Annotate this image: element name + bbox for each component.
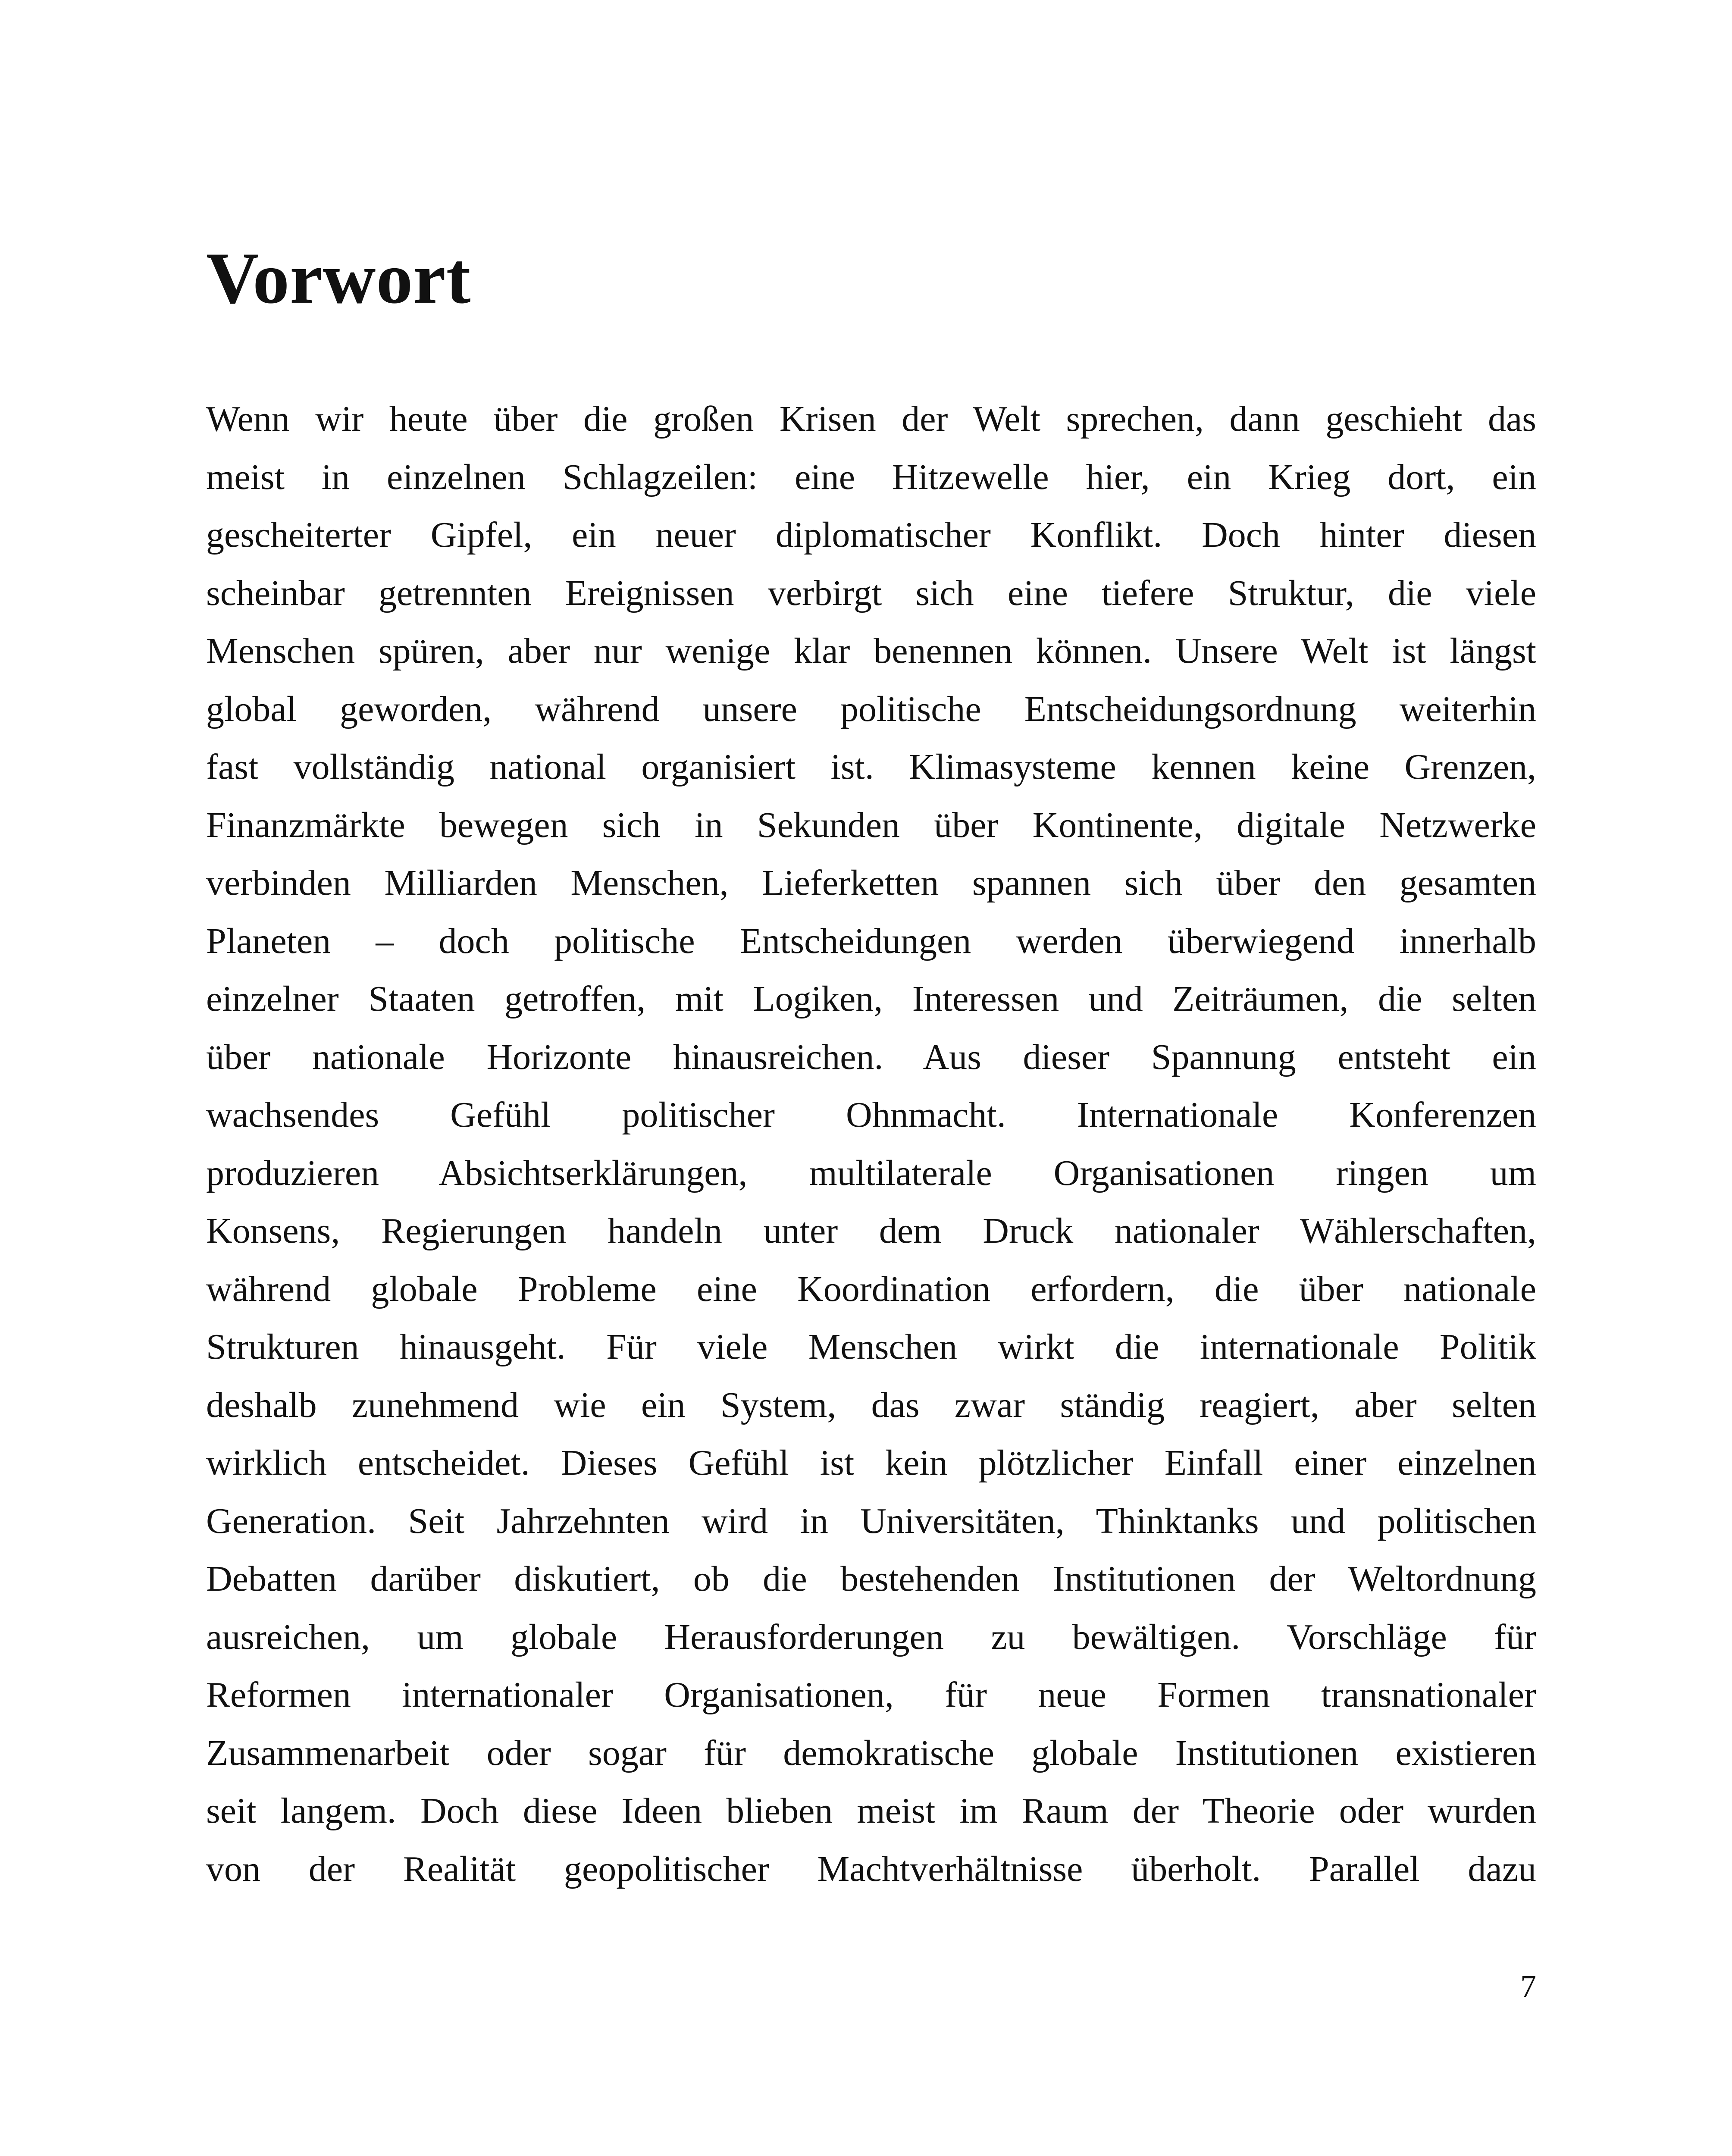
text-line: deshalb zunehmend wie ein System, das zwar ständig reagiert, aber selten xyxy=(206,1385,1536,1425)
text-line: verbinden Milliarden Menschen, Lieferketten spannen sich über den gesamten xyxy=(206,863,1536,903)
text-line: über nationale Horizonte hinausreichen. Aus dieser Spannung entsteht ein xyxy=(206,1037,1536,1077)
text-line: meist in einzelnen Schlagzeilen: eine Hitzewelle hier, ein Krieg dort, ein xyxy=(206,457,1536,497)
text-line: von der Realität geopolitischer Machtverhältnisse überholt. Parallel dazu xyxy=(206,1849,1536,1889)
body-paragraph xyxy=(206,390,1536,1898)
text-line: scheinbar getrennten Ereignissen verbirgt sich eine tiefere Struktur, die viele xyxy=(206,573,1536,613)
text-line: einzelner Staaten getroffen, mit Logiken, Interessen und Zeiträumen, die selten xyxy=(206,979,1536,1019)
text-line: Generation. Seit Jahrzehnten wird in Universitäten, Thinktanks und politischen xyxy=(206,1501,1536,1541)
text-line: Menschen spüren, aber nur wenige klar benennen können. Unsere Welt ist längst xyxy=(206,631,1536,671)
text-line: ausreichen, um globale Herausforderungen zu bewältigen. Vorschläge für xyxy=(206,1617,1536,1657)
text-line: wachsendes Gefühl politischer Ohnmacht. Internationale Konferenzen xyxy=(206,1095,1536,1135)
chapter-heading: Vorwort xyxy=(206,238,471,319)
text-line: global geworden, während unsere politische Entscheidungsordnung weiterhin xyxy=(206,689,1536,729)
page-number: 7 xyxy=(1520,1969,1536,2004)
text-line: Wenn wir heute über die großen Krisen der Welt sprechen, dann geschieht das xyxy=(206,399,1536,439)
text-line: gescheiterter Gipfel, ein neuer diplomatischer Konflikt. Doch hinter diesen xyxy=(206,515,1536,555)
text-line: Zusammenarbeit oder sogar für demokratische globale Institutionen existieren xyxy=(206,1733,1536,1773)
text-line: Konsens, Regierungen handeln unter dem Druck nationaler Wählerschaften, xyxy=(206,1211,1536,1251)
text-line: während globale Probleme eine Koordination erfordern, die über nationale xyxy=(206,1269,1536,1309)
text-line: Strukturen hinausgeht. Für viele Menschen wirkt die internationale Politik xyxy=(206,1327,1536,1367)
text-line: fast vollständig national organisiert ist. Klimasysteme kennen keine Grenzen, xyxy=(206,747,1536,787)
text-line: Planeten – doch politische Entscheidungen werden überwiegend innerhalb xyxy=(206,921,1536,961)
text-line: wirklich entscheidet. Dieses Gefühl ist kein plötzlicher Einfall einer einzelnen xyxy=(206,1443,1536,1483)
text-line: Reformen internationaler Organisationen, für neue Formen transnationaler xyxy=(206,1675,1536,1715)
text-line: Finanzmärkte bewegen sich in Sekunden über Kontinente, digitale Netzwerke xyxy=(206,805,1536,845)
text-line: Debatten darüber diskutiert, ob die bestehenden Institutionen der Weltordnung xyxy=(206,1559,1536,1599)
text-line: produzieren Absichtserklärungen, multilaterale Organisationen ringen um xyxy=(206,1153,1536,1193)
text-line: seit langem. Doch diese Ideen blieben meist im Raum der Theorie oder wurden xyxy=(206,1791,1536,1831)
